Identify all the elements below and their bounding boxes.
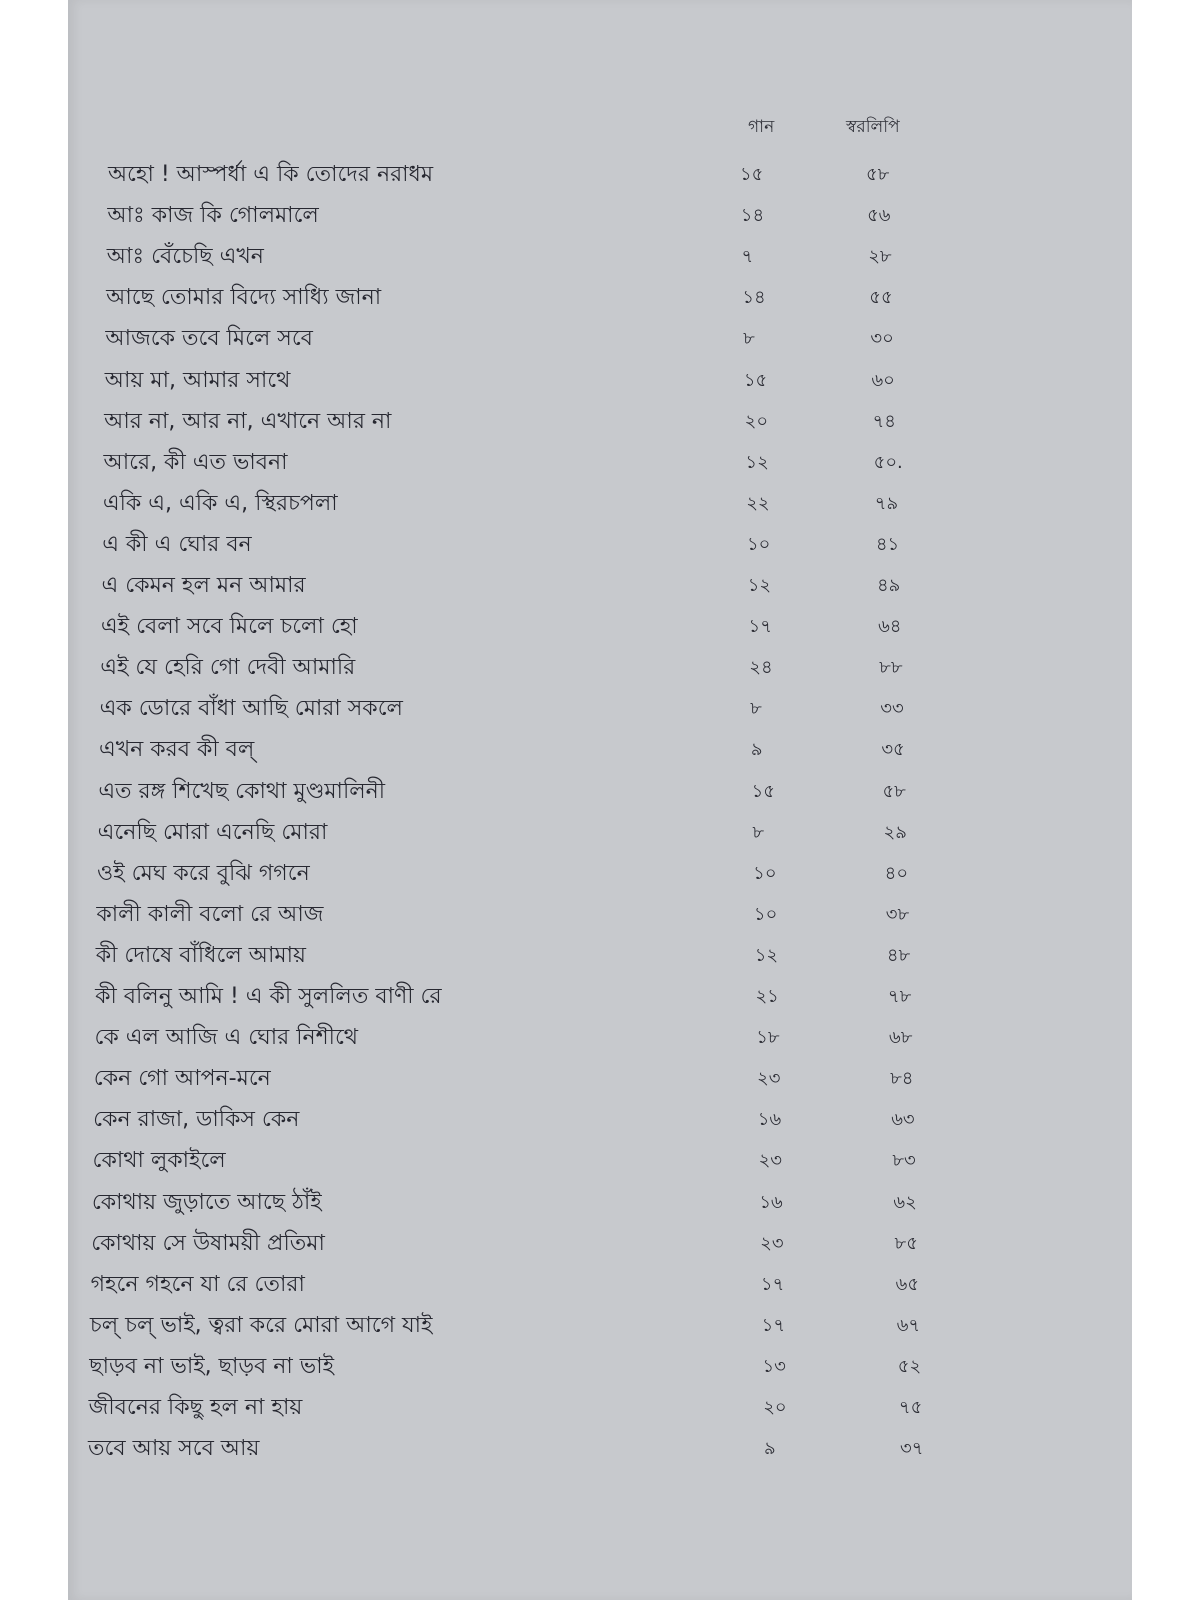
- song-page-number: ৮: [752, 821, 765, 843]
- notation-page-number: ৫৮: [866, 164, 890, 185]
- song-title: আর না, আর না, এখানে আর না: [104, 408, 392, 434]
- notation-page-number: ৩৫: [881, 739, 905, 761]
- index-row: [68, 939, 1132, 973]
- song-title: কোথা লুকাইলে: [92, 1148, 226, 1174]
- index-row: [68, 898, 1132, 932]
- song-page-number: ১৪: [742, 287, 766, 309]
- song-title: আজকে তবে মিলে সবে: [105, 326, 313, 352]
- song-page-number: ১৩: [762, 1355, 786, 1377]
- notation-page-number: ৪৯: [876, 575, 901, 596]
- song-page-number: ১২: [747, 575, 772, 596]
- index-row: [68, 487, 1132, 521]
- song-title: আয় মা, আমার সাথে: [104, 367, 291, 393]
- song-title: আঃ কাজ কি গোলমালে: [107, 203, 319, 229]
- book-page: [68, 0, 1132, 1600]
- index-row: [68, 528, 1132, 562]
- index-row: [68, 446, 1132, 480]
- song-title: আরে, কী এত ভাবনা: [103, 449, 288, 475]
- song-title: ওই মেঘ করে বুঝি গগনে: [97, 860, 310, 886]
- song-title: আঃ বেঁচেছি এখন: [106, 244, 264, 270]
- notation-page-number: ৭৪: [872, 410, 896, 432]
- song-page-number: ১২: [754, 944, 779, 966]
- song-page-number: ২১: [755, 986, 779, 1007]
- notation-page-number: ৮৫: [894, 1232, 918, 1254]
- index-row: [68, 733, 1132, 767]
- notation-page-number: ৫০.: [873, 451, 903, 473]
- notation-page-number: ৮৮: [879, 657, 903, 679]
- song-title: কেন রাজা, ডাকিস কেন: [93, 1107, 300, 1133]
- notation-page-number: ৫৬: [867, 205, 891, 227]
- song-page-number: ১০: [753, 862, 777, 884]
- notation-page-number: ৩০: [870, 328, 894, 350]
- song-title: একি এ, একি এ, স্থিরচপলা: [102, 490, 338, 516]
- index-row: [68, 1309, 1132, 1343]
- notation-page-number: ৬৮: [889, 1027, 913, 1049]
- song-title: এ কী এ ঘোর বন: [102, 531, 252, 557]
- song-page-number: ১৪: [740, 205, 765, 227]
- song-title: কে এল আজি এ ঘোর নিশীথে: [94, 1025, 359, 1051]
- notation-page-number: ৫৮: [882, 780, 906, 802]
- index-row: [68, 1268, 1132, 1302]
- song-page-number: ১৫: [751, 780, 775, 802]
- index-row: [68, 199, 1132, 233]
- song-title: কী বলিনু আমি ! এ কী সুললিত বাণী রে: [95, 984, 442, 1009]
- song-title: কালী কালী বলো রে আজ: [96, 901, 324, 927]
- song-page-number: ১৫: [743, 369, 768, 391]
- song-page-number: ৯: [750, 739, 763, 761]
- index-row: [68, 569, 1132, 603]
- notation-page-number: ৫৫: [869, 287, 893, 309]
- notation-page-number: ৪০: [884, 862, 909, 884]
- song-title: গহনে গহনে যা রে তোরা: [90, 1271, 305, 1297]
- song-title: এখন করব কী বল্: [98, 737, 255, 763]
- index-row: [68, 158, 1132, 192]
- notation-page-number: ৬০: [871, 369, 895, 391]
- song-page-number: ২২: [746, 492, 770, 514]
- song-title: এই বেলা সবে মিলে চলো হো: [100, 614, 358, 640]
- notation-page-number: ২৮: [868, 246, 892, 268]
- notation-page-number: ৫২: [897, 1355, 922, 1377]
- index-row: [68, 692, 1132, 726]
- song-title: চল্ চল্ ভাই, ত্বরা করে মোরা আগে যাই: [89, 1312, 433, 1338]
- song-title: আছে তোমার বিদ্যে সাধ্যি জানা: [106, 285, 382, 311]
- notation-page-number: ৮৪: [890, 1068, 914, 1090]
- song-page-number: ৮: [743, 328, 755, 350]
- index-row: [68, 281, 1132, 315]
- song-title: কেন গো আপন-মনে: [93, 1066, 271, 1092]
- index-list: [68, 0, 1132, 1600]
- notation-page-number: ৮৩: [892, 1150, 916, 1172]
- notation-page-number: ২৯: [883, 821, 907, 843]
- index-row: [68, 405, 1132, 439]
- song-page-number: ৮: [750, 698, 762, 720]
- notation-page-number: ৬৫: [895, 1273, 919, 1295]
- index-row: [68, 1350, 1132, 1384]
- song-title: এনেছি মোরা এনেছি মোরা: [97, 819, 328, 845]
- song-page-number: ১৬: [757, 1109, 782, 1131]
- index-row: [68, 322, 1132, 356]
- index-row: [68, 816, 1132, 850]
- index-row: [68, 1062, 1132, 1096]
- index-row: [68, 240, 1132, 274]
- notation-page-number: ৬৭: [896, 1314, 921, 1336]
- notation-page-number: ৭৮: [887, 986, 912, 1007]
- index-row: [68, 1103, 1132, 1137]
- index-row: [68, 775, 1132, 809]
- notation-page-number: ৩৮: [885, 903, 910, 925]
- song-page-number: ২৩: [758, 1150, 782, 1172]
- notation-page-number: ৩৩: [880, 698, 904, 720]
- song-page-number: ১৭: [748, 616, 772, 638]
- song-title: এই যে হেরি গো দেবী আমারি: [100, 655, 356, 681]
- notation-page-number: ৭৯: [874, 492, 899, 514]
- index-row: [68, 364, 1132, 398]
- song-title: এত রঙ্গ শিখেছ কোথা মুণ্ডমালিনী: [98, 778, 386, 804]
- column-header-song: গান: [748, 117, 775, 137]
- song-page-number: ১৫: [740, 164, 764, 185]
- index-row: [68, 1144, 1132, 1178]
- song-page-number: ১০: [753, 903, 778, 925]
- song-page-number: ১৮: [756, 1027, 780, 1049]
- notation-page-number: ৪১: [875, 533, 900, 555]
- index-row: [68, 1186, 1132, 1220]
- index-row: [68, 857, 1132, 891]
- song-page-number: ৯: [764, 1438, 776, 1460]
- column-header-notation: স্বরলিপি: [846, 117, 900, 137]
- song-page-number: ২০: [744, 410, 769, 432]
- song-page-number: ১৭: [760, 1273, 785, 1295]
- song-title: কোথায় সে উষাময়ী প্রতিমা: [91, 1230, 325, 1256]
- index-row: [68, 651, 1132, 685]
- song-title: কোথায় জুড়াতে আছে ঠাঁই: [91, 1189, 322, 1215]
- song-page-number: ১৬: [759, 1191, 783, 1213]
- song-title: জীবনের কিছু হল না হায়: [88, 1395, 303, 1420]
- song-page-number: ২০: [763, 1397, 787, 1418]
- notation-page-number: ৩৭: [900, 1438, 924, 1460]
- song-title: এক ডোরে বাঁধা আছি মোরা সকলে: [99, 696, 403, 722]
- song-title: ছাড়ব না ভাই, ছাড়ব না ভাই: [89, 1353, 335, 1379]
- notation-page-number: ৪৮: [886, 944, 911, 966]
- index-row: [68, 610, 1132, 644]
- index-row: [68, 1432, 1132, 1466]
- song-page-number: ১২: [745, 451, 769, 473]
- notation-page-number: ৬৩: [891, 1109, 915, 1131]
- notation-page-number: ৬২: [893, 1191, 917, 1213]
- notation-page-number: ৭৫: [898, 1397, 923, 1418]
- song-page-number: ২৪: [749, 657, 773, 679]
- song-page-number: ১০: [746, 533, 771, 555]
- index-row: [68, 1391, 1132, 1425]
- index-row: [68, 1227, 1132, 1261]
- notation-page-number: ৬৪: [878, 616, 902, 638]
- index-row: [68, 1021, 1132, 1055]
- index-row: [68, 980, 1132, 1014]
- song-page-number: ২৩: [760, 1232, 784, 1254]
- song-page-number: ১৭: [761, 1314, 786, 1336]
- song-title: কী দোষে বাঁধিলে আমায়: [95, 942, 306, 968]
- song-title: তবে আয় সবে আয়: [88, 1436, 260, 1462]
- song-title: অহো ! আস্পর্ধা এ কি তোদের নরাধম: [108, 162, 434, 187]
- song-page-number: ২৩: [757, 1068, 781, 1090]
- song-title: এ কেমন হল মন আমার: [101, 573, 306, 598]
- song-page-number: ৭: [741, 246, 754, 268]
